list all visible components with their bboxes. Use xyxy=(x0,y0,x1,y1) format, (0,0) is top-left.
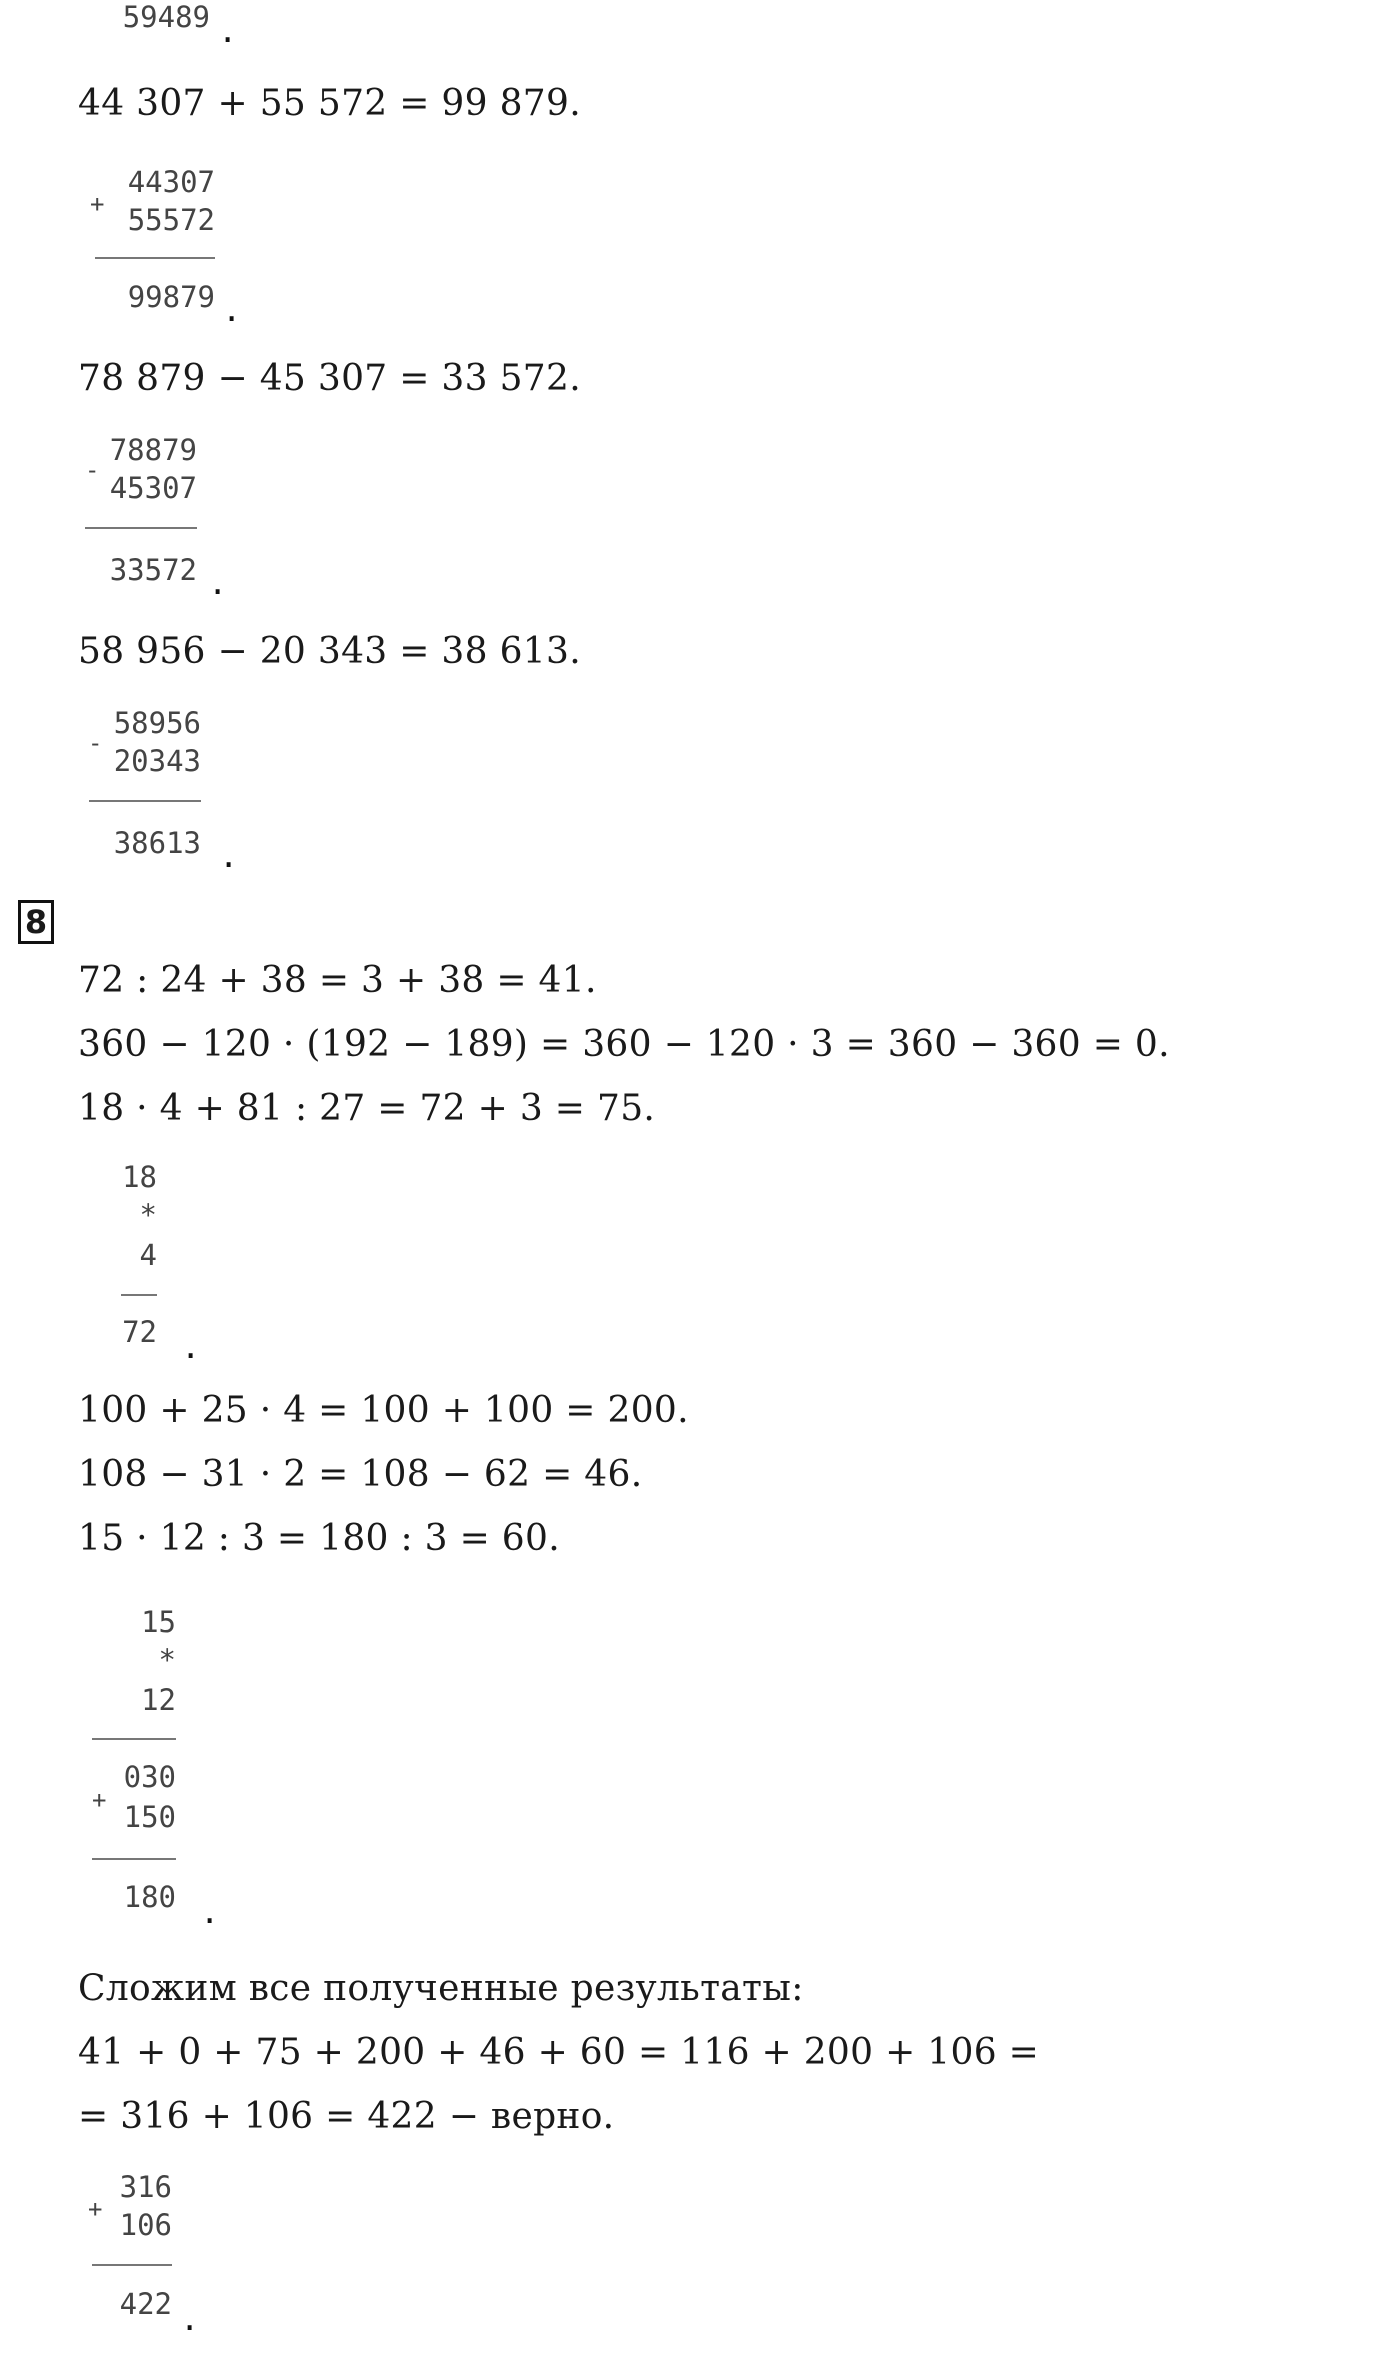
divider-line xyxy=(92,1738,176,1740)
equation: 72 : 24 + 38 = 3 + 38 = 41. xyxy=(78,960,597,1001)
column-subtraction xyxy=(80,433,228,608)
equation: 44 307 + 55 572 = 99 879. xyxy=(78,83,581,124)
column-addition xyxy=(80,165,242,340)
period: . xyxy=(181,1328,201,1366)
equation: = 316 + 106 = 422 − верно. xyxy=(78,2096,615,2137)
equation: 41 + 0 + 75 + 200 + 46 + 60 = 116 + 200 + 106 = xyxy=(78,2032,1040,2073)
summary-text: Сложим все полученные результаты: xyxy=(78,1968,804,2009)
equation: 15 · 12 : 3 = 180 : 3 = 60. xyxy=(78,1518,560,1559)
result-value: 59489 xyxy=(122,0,210,34)
column-multiplication xyxy=(88,1605,220,1945)
equation: 360 − 120 · (192 − 189) = 360 − 120 · 3 = 360 − 360 = 0. xyxy=(78,1024,1170,1065)
operand-b: 20343 xyxy=(113,744,201,778)
result-value: 180 xyxy=(123,1880,176,1914)
divider-line xyxy=(92,2264,172,2266)
operand-b: 4 xyxy=(139,1238,157,1272)
plus-sign: + xyxy=(92,1786,107,1814)
plus-sign: + xyxy=(90,190,105,218)
period: . xyxy=(218,12,238,50)
partial-product-2: 150 xyxy=(123,1800,176,1834)
column-multiplication xyxy=(115,1160,201,1366)
divider-line xyxy=(85,527,197,529)
operand-a: 58956 xyxy=(113,706,201,740)
equation: 78 879 − 45 307 = 33 572. xyxy=(78,358,581,399)
minus-sign: - xyxy=(85,456,100,484)
operand-b: 106 xyxy=(119,2208,172,2242)
result-value: 99879 xyxy=(127,280,215,314)
plus-sign: + xyxy=(88,2195,103,2223)
period: . xyxy=(208,564,228,602)
period: . xyxy=(180,2300,200,2338)
column-subtraction xyxy=(83,706,239,881)
partial-product-1: 030 xyxy=(123,1760,176,1794)
period: . xyxy=(222,291,242,329)
operand-a: 15 xyxy=(141,1605,176,1639)
equation: 58 956 − 20 343 = 38 613. xyxy=(78,631,581,672)
column-fragment-top xyxy=(110,0,238,60)
result-value: 33572 xyxy=(109,553,197,587)
task-number: 8 xyxy=(18,900,54,944)
divider-line xyxy=(92,1858,176,1860)
operand-a: 18 xyxy=(122,1160,157,1194)
times-sign: * xyxy=(158,1643,176,1677)
operand-b: 55572 xyxy=(127,203,215,237)
divider-line xyxy=(95,257,215,259)
result-value: 422 xyxy=(119,2287,172,2321)
period: . xyxy=(200,1893,220,1931)
column-addition xyxy=(88,2170,200,2360)
operand-a: 44307 xyxy=(127,165,215,199)
divider-line xyxy=(89,800,201,802)
operand-a: 316 xyxy=(119,2170,172,2204)
result-value: 38613 xyxy=(113,826,201,860)
times-sign: * xyxy=(139,1198,157,1232)
period: . xyxy=(219,837,239,875)
equation: 18 · 4 + 81 : 27 = 72 + 3 = 75. xyxy=(78,1088,656,1129)
operand-a: 78879 xyxy=(109,433,197,467)
operand-b: 12 xyxy=(141,1683,176,1717)
divider-line xyxy=(121,1294,157,1296)
minus-sign: - xyxy=(88,729,103,757)
equation: 100 + 25 · 4 = 100 + 100 = 200. xyxy=(78,1390,689,1431)
equation: 108 − 31 · 2 = 108 − 62 = 46. xyxy=(78,1454,643,1495)
operand-b: 45307 xyxy=(109,471,197,505)
result-value: 72 xyxy=(122,1315,157,1349)
